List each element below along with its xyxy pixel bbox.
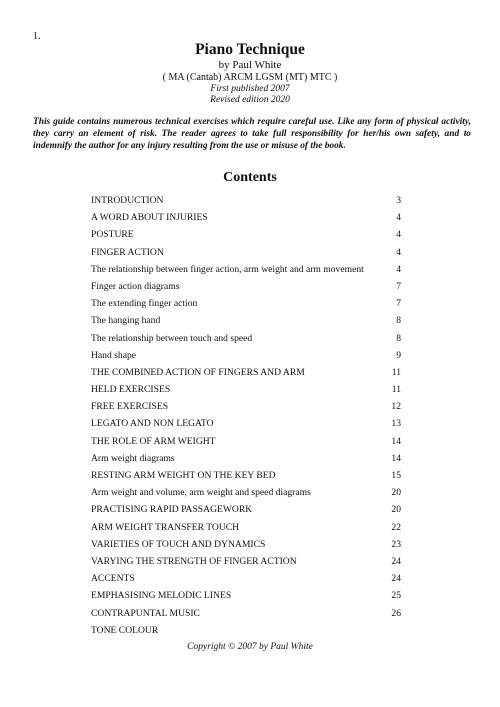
toc-entry [91,605,411,622]
toc-entry-title: CONTRAPUNTAL MUSIC [91,607,200,619]
page-number: 1. [33,31,41,42]
document-header [0,41,500,106]
toc-entry-page: 25 [391,590,401,602]
toc-entry [91,244,411,261]
toc-entry-page: 4 [396,212,401,224]
toc-entry [91,519,411,536]
toc-entry-page: 8 [396,332,401,344]
toc-entry-title: VARIETIES OF TOUCH AND DYNAMICS [91,538,266,550]
toc-entry [91,209,411,226]
toc-entry [91,347,411,364]
toc-entry [91,622,411,639]
toc-entry-title: VARYING THE STRENGTH OF FINGER ACTION [91,555,297,567]
toc-entry-page: 13 [391,418,401,430]
toc-entry-page: 7 [396,298,401,310]
toc-entry-title: POSTURE [91,229,134,241]
toc-entry-page: 24 [391,573,401,585]
toc-entry-page: 4 [396,263,401,275]
toc-entry [91,467,411,484]
copyright-notice: Copyright © 2007 by Paul White [187,642,313,652]
toc-entry-title: RESTING ARM WEIGHT ON THE KEY BED [91,470,276,481]
table-of-contents [91,192,411,639]
toc-entry-title: LEGATO AND NON LEGATO [91,418,214,430]
toc-entry-page: 11 [391,384,401,396]
toc-entry-title: Finger action diagrams [91,280,180,292]
toc-entry-title: FINGER ACTION [91,246,164,258]
toc-entry-title: HELD EXERCISES [91,384,171,396]
toc-entry-title: Arm weight and volume, arm weight and speed diagrams [91,487,311,499]
toc-entry-page: 14 [391,435,401,447]
toc-entry-title: ACCENTS [91,573,135,585]
toc-entry-title: Arm weight diagrams [91,452,175,464]
toc-entry-title: PRACTISING RAPID PASSAGEWORK [91,504,253,516]
toc-entry-title: The relationship between touch and speed [91,332,253,344]
author-credentials: ( MA (Cantab) ARCM LGSM (MT) MTC ) [162,72,338,83]
toc-entry-title: EMPHASISING MELODIC LINES [91,590,232,602]
toc-entry [91,398,411,415]
toc-entry-page: 4 [396,246,401,258]
toc-entry [91,364,411,381]
toc-entry-page: 8 [396,315,401,327]
toc-entry [91,450,411,467]
toc-entry-page: 7 [396,280,401,292]
toc-entry-page: 22 [391,521,401,533]
toc-entry-page: 24 [391,555,401,567]
toc-entry [91,226,411,243]
toc-entry-page: 11 [391,366,401,378]
toc-entry [91,381,411,398]
toc-entry [91,570,411,587]
toc-entry-title: A WORD ABOUT INJURIES [91,212,208,224]
toc-entry [91,192,411,209]
toc-entry-page: 20 [391,504,401,516]
safety-disclaimer: This guide contains numerous technical exercises which require careful use. Like any form of physical activity, they carry an element of risk. The reader agrees to take full responsibility for her/his own safety, and to indemnify the author for any injury resulting from the use or misuse of the book. [33,117,471,151]
document-title: Piano Technique [195,41,305,58]
toc-entry-title: THE ROLE OF ARM WEIGHT [91,435,216,447]
toc-entry-title: The extending finger action [91,298,198,310]
toc-entry [91,312,411,329]
toc-entry [91,415,411,432]
toc-entry [91,553,411,570]
toc-entry-title: INTRODUCTION [91,195,164,206]
toc-entry-page: 3 [396,195,401,206]
first-published: First published 2007 [210,84,290,94]
toc-entry [91,536,411,553]
toc-entry-page: 4 [396,229,401,241]
toc-entry-page: 20 [391,487,401,499]
toc-entry-title: ARM WEIGHT TRANSFER TOUCH [91,521,240,533]
toc-entry-page: 26 [391,607,401,619]
toc-entry [91,501,411,518]
toc-entry-title: The hanging hand [91,315,161,327]
toc-entry [91,330,411,347]
toc-entry-title: THE COMBINED ACTION OF FINGERS AND ARM [91,366,305,378]
toc-entry-title: Hand shape [91,349,137,361]
toc-entry-title: TONE COLOUR [91,624,159,636]
toc-entry [91,295,411,312]
toc-entry-page: 14 [391,452,401,464]
toc-entry-title: FREE EXERCISES [91,401,169,413]
toc-entry [91,433,411,450]
toc-entry [91,484,411,501]
contents-heading: Contents [223,170,277,185]
toc-entry-page: 23 [391,538,401,550]
toc-entry-page: 12 [391,401,401,413]
toc-entry-page: 15 [391,470,401,481]
toc-entry-page: 9 [396,349,401,361]
toc-entry [91,278,411,295]
toc-entry [91,587,411,604]
author-line: by Paul White [218,59,282,71]
revised-edition: Revised edition 2020 [210,95,290,105]
toc-entry [91,261,411,278]
toc-entry-title: The relationship between finger action, arm weight and arm movement [91,263,364,275]
